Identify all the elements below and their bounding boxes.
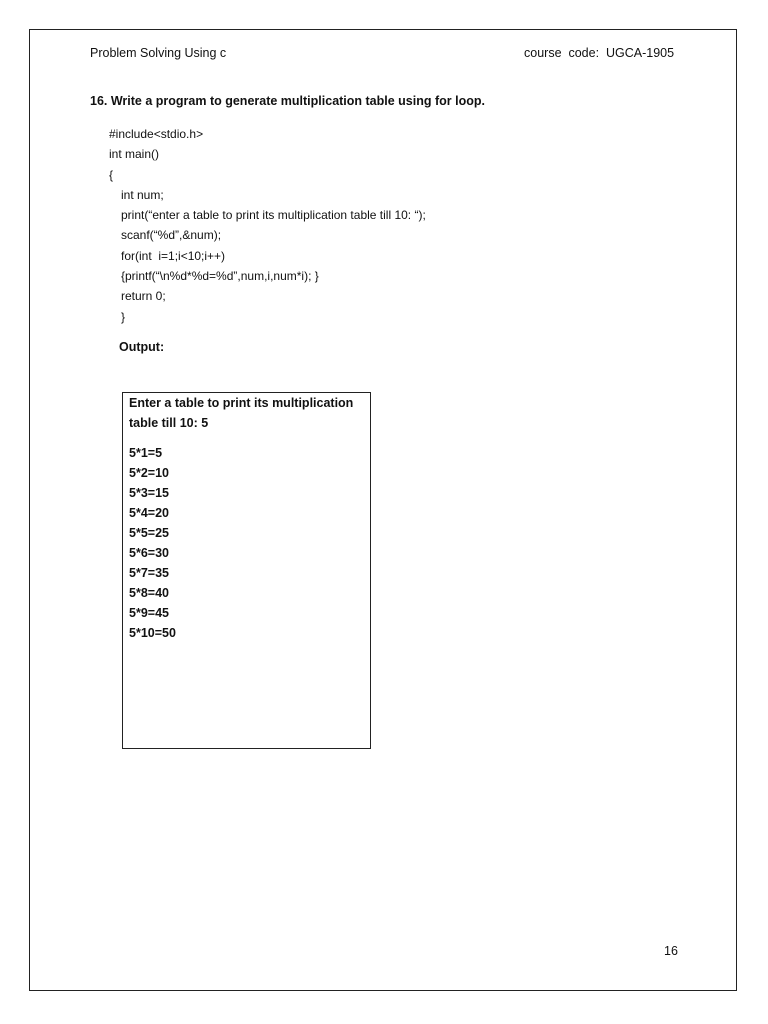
output-result-line: 5*6=30 — [129, 546, 169, 560]
output-result-line: 5*2=10 — [129, 466, 169, 480]
code-line: } — [121, 309, 126, 324]
output-result-line: 5*1=5 — [129, 446, 163, 460]
code-line: int main() — [109, 147, 160, 162]
code-line: return 0; — [121, 289, 166, 304]
course-code: course code: UGCA-1905 — [524, 46, 675, 60]
page-number: 16 — [664, 944, 678, 958]
code-line: print(“enter a table to print its multiplication table till 10: “); — [121, 208, 426, 223]
output-result-line: 5*9=45 — [129, 606, 169, 620]
code-line: {printf(“\n%d*%d=%d”,num,i,num*i); } — [121, 269, 319, 284]
output-result-line: 5*8=40 — [129, 586, 169, 600]
subject-title: Problem Solving Using c — [90, 46, 227, 60]
output-spacer — [129, 433, 370, 443]
code-line: #include<stdio.h> — [109, 127, 204, 141]
code-block — [109, 124, 426, 327]
output-prompt-line: table till 10: 5 — [129, 416, 209, 430]
output-result-line: 5*10=50 — [129, 626, 176, 640]
code-line: scanf(“%d”,&num); — [121, 228, 222, 243]
question-heading: 16. Write a program to generate multiplication table using for loop. — [90, 94, 485, 108]
output-result-line: 5*3=15 — [129, 486, 169, 500]
output-result-line: 5*4=20 — [129, 506, 169, 520]
code-line: int num; — [121, 187, 164, 202]
output-result-line: 5*7=35 — [129, 566, 169, 580]
output-prompt-line: Enter a table to print its multiplication — [129, 396, 354, 410]
output-result-line: 5*5=25 — [129, 526, 169, 540]
output-label: Output: — [119, 340, 165, 354]
output-console-box — [122, 392, 371, 749]
code-line: { — [109, 167, 114, 182]
code-line: for(int i=1;i<10;i++) — [121, 248, 226, 263]
